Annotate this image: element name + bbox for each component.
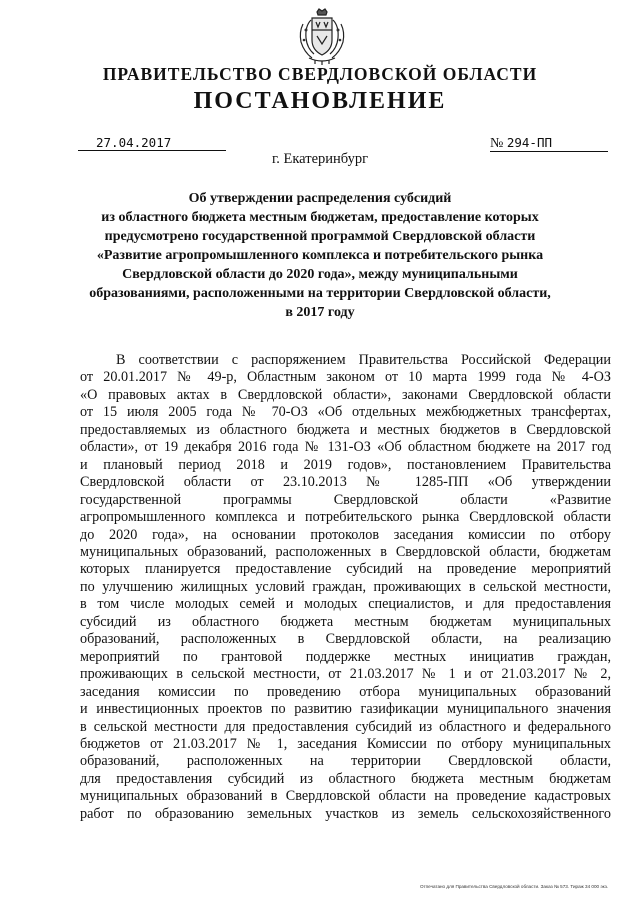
body-line: от 20.01.2017 № 49-р, Областным законом от 10 марта 1999 года № 4-ОЗ (80, 369, 611, 386)
heading-line: «Развитие агропромышленного комплекса и потребительского рынка (96, 248, 544, 263)
body-line: муниципальных образований в Свердловской области на проведение кадастровых (80, 788, 611, 805)
body-line: проживающих в сельской местности, от 21.03.2017 № 1 и от 21.03.2017 № 2, (80, 666, 611, 683)
body-paragraph (80, 352, 611, 823)
body-line: и плановый период 2018 и 2019 годов», постановлением Правительства (80, 456, 611, 473)
body-line: по улучшению жилищных условий граждан, проживающих в сельской местности, (80, 578, 611, 595)
city-name: г. Екатеринбург (271, 151, 369, 167)
body-line: образований, расположенных на территории Свердловской области, (80, 753, 611, 770)
document-number (490, 135, 608, 152)
body-line: мероприятий по грантовой поддержке местных инициатив граждан, (80, 648, 611, 665)
body-line: и инвестиционных проектов по развитию газификации муниципального значения (80, 701, 611, 718)
body-line: муниципальных образований, расположенных в Свердловской области, бюджетам (80, 543, 611, 560)
body-line: В соответствии с распоряжением Правительства Российской Федерации (116, 352, 611, 368)
heading-line: в 2017 году (285, 305, 355, 320)
number-value: 294-ПП (506, 135, 553, 150)
body-line: для предоставления субсидий из областного бюджета местным бюджетам (80, 770, 611, 787)
body-line: в сельской местности для предоставления субсидий из областного и федерального (80, 718, 611, 735)
number-prefix: № (490, 136, 504, 151)
government-title: ПРАВИТЕЛЬСТВО СВЕРДЛОВСКОЙ ОБЛАСТИ (102, 64, 538, 84)
body-line: бюджетов от 21.03.2017 № 1, заседания Комиссии по отбору муниципальных (80, 735, 611, 752)
heading-line: Об утверждении распределения субсидий (188, 191, 452, 206)
body-line: области», от 19 декабря 2016 года № 131-ОЗ «Об областном бюджете на 2017 год (80, 439, 611, 456)
body-line: работ по образованию земельных участков из земель сельскохозяйственного (80, 805, 611, 822)
heading-line: предусмотрено государственной программой Свердловской области (104, 229, 536, 244)
body-line: до 2020 года», на основании протоколов заседания комиссии по отбору (80, 526, 611, 543)
document-heading (60, 189, 580, 322)
body-line: предоставляемых из областного бюджета и местных бюджетов в Свердловской (80, 421, 611, 438)
body-line: государственной программы Свердловской области «Развитие (80, 491, 611, 508)
heading-line: Свердловской области до 2020 года», между муниципальными (122, 267, 518, 282)
coat-of-arms-emblem (297, 8, 347, 66)
body-line: субсидий из областного бюджета местным бюджетам муниципальных (80, 613, 611, 630)
body-line: заседания комиссии по проведению отбора муниципальных образований (80, 683, 611, 700)
body-line: которых планируется предоставление субсидий на проведение мероприятий (80, 561, 611, 578)
body-line: образований, расположенных в Свердловской области, на реализацию (80, 631, 611, 648)
print-footer-note: Отпечатано для Правительства Свердловской области. Заказ № 573. Тираж 34 000 экз. (420, 884, 609, 889)
body-line: в том числе молодых семей и молодых специалистов, и для предоставления (80, 596, 611, 613)
document-date: 27.04.2017 (78, 135, 226, 151)
heading-line: из областного бюджета местным бюджетам, предоставление которых (101, 210, 539, 225)
document-type-title: ПОСТАНОВЛЕНИЕ (193, 88, 447, 114)
body-line: Свердловской области от 23.10.2013 № 1285-ПП «Об утверждении (80, 474, 611, 491)
body-line: агропромышленного комплекса и потребительского рынка Свердловской области (80, 509, 611, 526)
heading-line: образованиями, расположенными на территории Свердловской области, (89, 286, 551, 301)
body-line: «О правовых актах в Свердловской области», законами Свердловской области (80, 386, 611, 403)
body-line: от 15 июля 2005 года № 70-ОЗ «Об отдельных межбюджетных трансфертах, (80, 404, 611, 421)
